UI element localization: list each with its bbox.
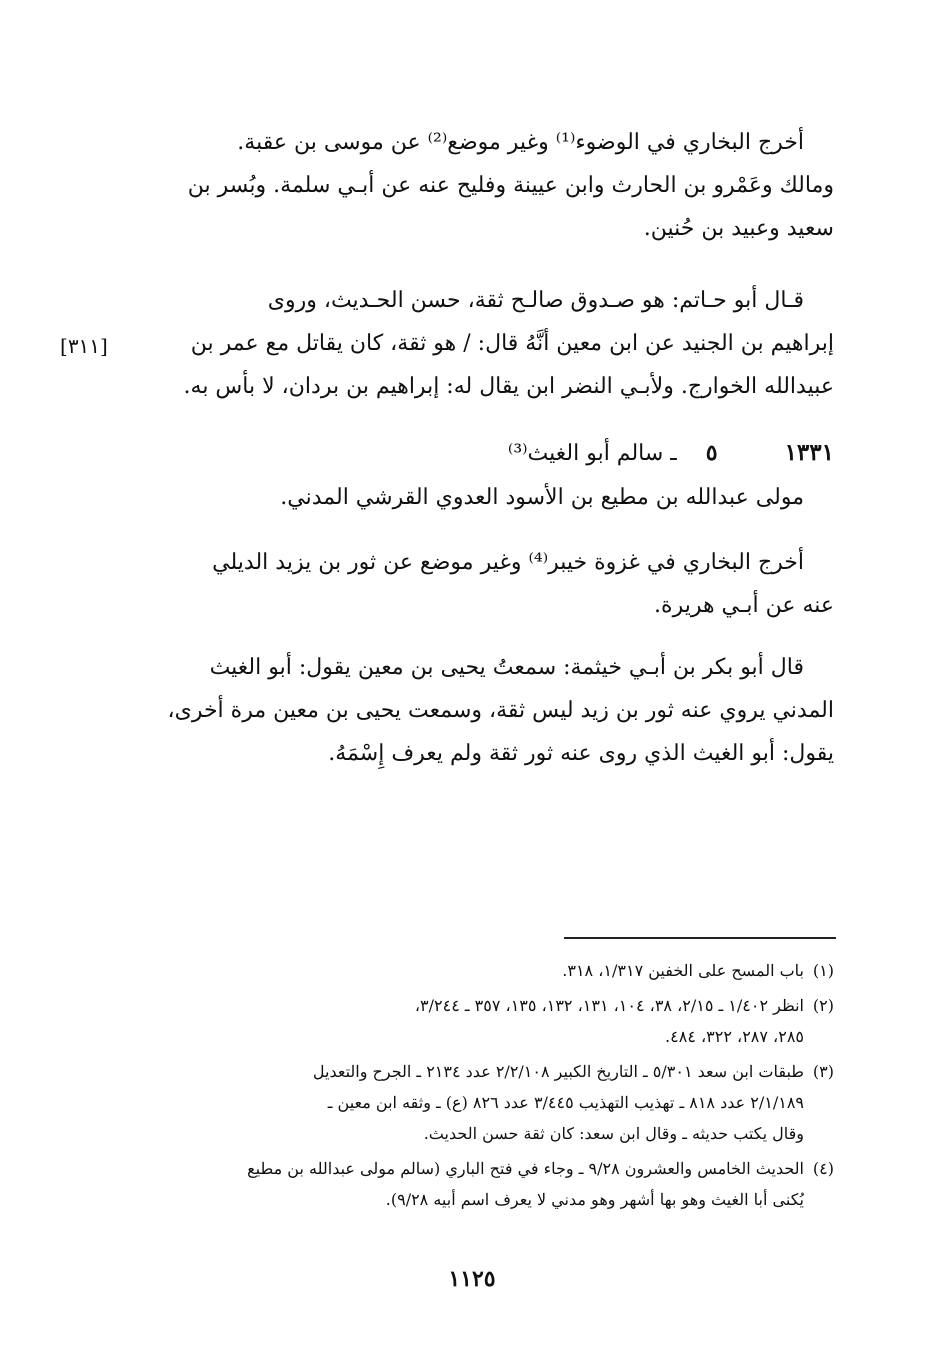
paragraph-khaybar — [136, 541, 834, 627]
footnote-number: (٤) — [812, 1159, 834, 1178]
text-line: المدني يروي عنه ثور بن زيد ليس ثقة، وسمعت يحيى بن معين مرة أخرى، — [167, 698, 834, 723]
footnote-number: (١) — [812, 961, 834, 980]
paragraph-abu-hatim — [136, 279, 834, 408]
footnote-line: وقال يكتب حديثه ـ وقال ابن سعد: كان ثقة حسن الحديث. — [423, 1124, 804, 1143]
text-line: أخرج البخاري في غزوة خيبر⁽⁴⁾ وغير موضع عن ثور بن يزيد الديلي — [212, 550, 804, 575]
paragraph-mawla — [136, 476, 834, 519]
footnote-line: يُكنى أبا الغيث وهو بها أشهر وهو مدني لا يعرف اسم أبيه ٩/٢٨). — [385, 1190, 804, 1209]
footnote-number: (٢) — [812, 996, 834, 1015]
paragraph-bukhari-wudu — [136, 121, 834, 250]
entry-heading — [136, 436, 834, 471]
footnote-3 — [136, 1056, 834, 1149]
text-line: قـال أبو حـاتم: هو صـدوق صالـح ثقة، حسن الحـديث، وروى — [267, 288, 804, 313]
footnote-line: ٢٨٥، ٢٨٧، ٣٢٢، ٤٨٤. — [665, 1027, 804, 1046]
footnote-line: ٢/١/١٨٩ عدد ٨١٨ ـ تهذيب التهذيب ٣/٤٤٥ عدد ٨٢٦ (ع) ـ وثقه ابن معين ـ — [327, 1093, 804, 1112]
footnotes — [136, 955, 834, 1219]
footnote-number: (٣) — [812, 1062, 834, 1081]
page-number: ١١٢٥ — [448, 1266, 496, 1292]
paragraph-abu-khaythama — [136, 646, 834, 775]
text-line: يقول: أبو الغيث الذي روى عنه ثور ثقة ولم يعرف إِسْمَهُ. — [328, 741, 834, 766]
text-line: قال أبو بكر بن أبـي خيثمة: سمعتُ يحيى بن معين يقول: أبو الغيث — [209, 655, 804, 680]
text-line: عنه عن أبـي هريرة. — [654, 593, 834, 618]
text-line: مولى عبدالله بن مطيع بن الأسود العدوي القرشي المدني. — [280, 485, 804, 510]
footnote-1 — [136, 955, 834, 986]
footnote-4 — [136, 1153, 834, 1215]
text-line: إبراهيم بن الجنيد عن ابن معين أنَّهُ قال: / هو ثقة، كان يقاتل مع عمر بن — [190, 331, 834, 356]
text-line: أخرج البخاري في الوضوء⁽¹⁾ وغير موضع⁽²⁾ عن موسى بن عقبة. — [237, 130, 804, 155]
text-line: سعيد وعبيد بن حُنين. — [643, 216, 834, 241]
text-line: عبيدالله الخوارج. ولأبـي النضر ابن يقال له: إبراهيم بن بردان، لا بأس به. — [183, 374, 834, 399]
footnote-line: باب المسح على الخفين ١/٣١٧، ٣١٨. — [562, 961, 804, 980]
footnote-line: انظر ١/٤٠٢ ـ ٢/١٥، ٣٨، ١٠٤، ١٣١، ١٣٢، ١٣٥، ٣٥٧ ـ ٣/٢٤٤، — [414, 996, 804, 1015]
entry-number: ١٣٣١ — [784, 439, 834, 466]
footnote-2 — [136, 990, 834, 1052]
footnote-line: الحديث الخامس والعشرون ٩/٢٨ ـ وجاء في فتح الباري (سالم مولى عبدالله بن مطيع — [247, 1159, 804, 1178]
text-line: ومالك وعَمْرو بن الحارث وابن عيينة وفليح عنه عن أبـي سلمة. وبُسر بن — [187, 173, 834, 198]
entry-separator: ـ — [670, 441, 677, 466]
entry-index: ٥ — [705, 440, 718, 466]
footnote-line: طبقات ابن سعد ٥/٣٠١ ـ التاريخ الكبير ٢/٢/١٠٨ عدد ٢١٣٤ ـ الجرح والتعديل — [312, 1062, 804, 1081]
footnote-divider — [564, 937, 836, 939]
entry-name: سالم أبو الغيث⁽³⁾ — [507, 441, 664, 466]
marginal-reference: [٣١١] — [60, 334, 108, 358]
